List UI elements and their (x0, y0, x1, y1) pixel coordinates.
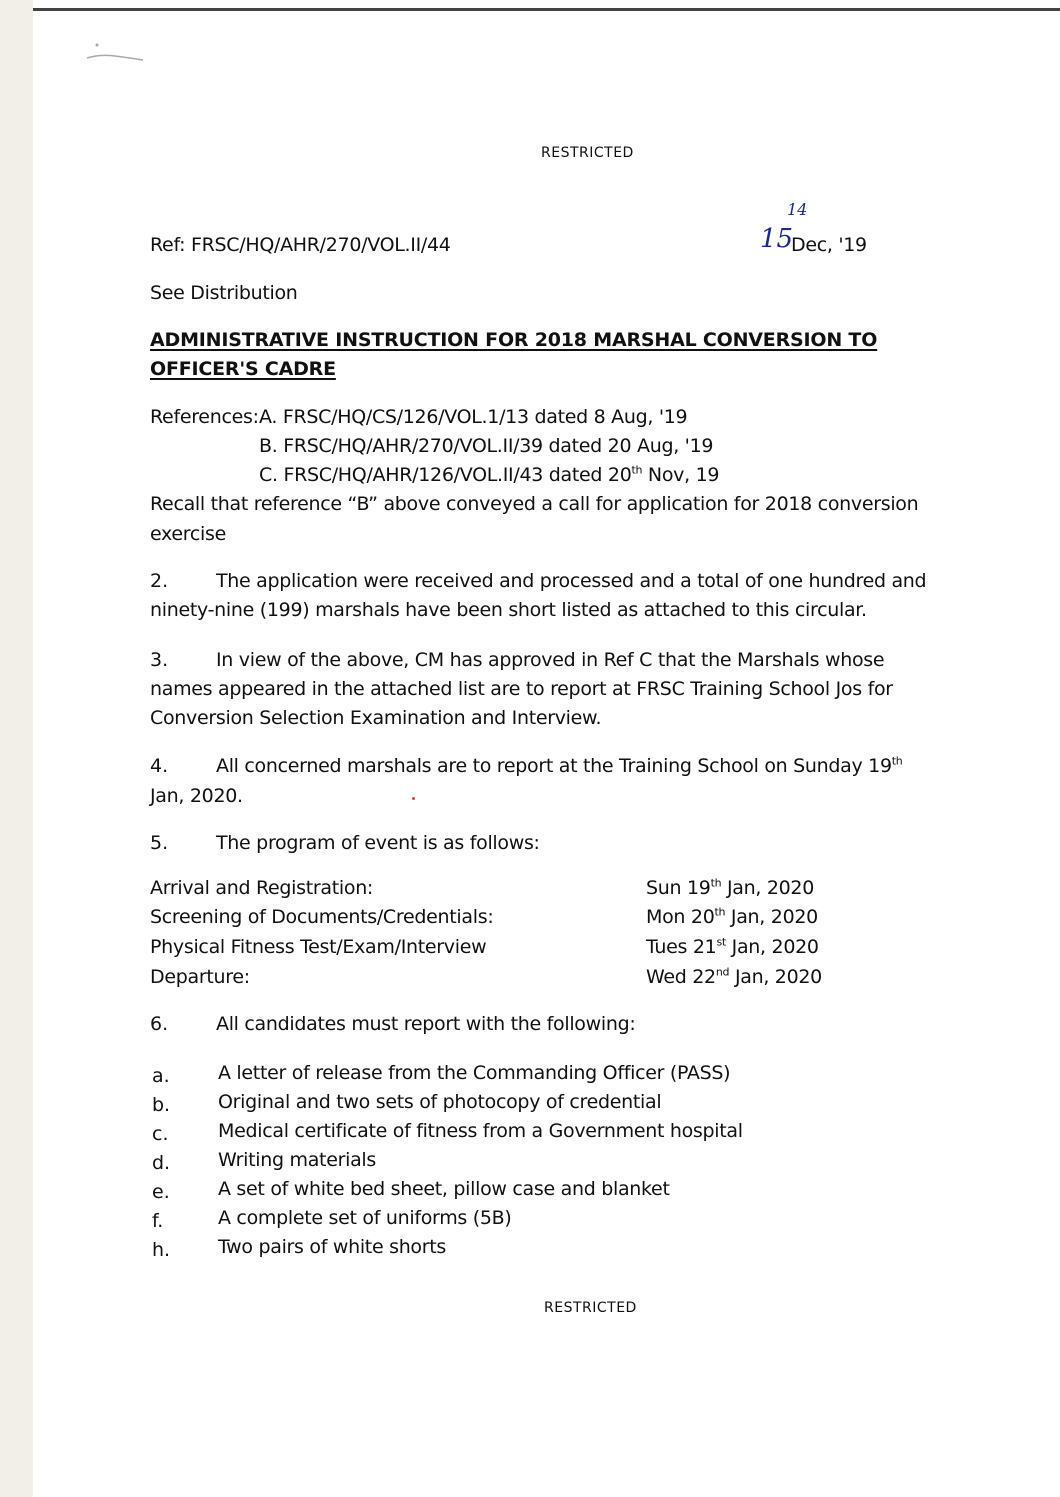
program-event: Physical Fitness Test/Exam/Interview (150, 936, 487, 958)
list-item-letter: c. (152, 1123, 169, 1145)
paragraph-6-number: 6. (150, 1013, 169, 1035)
list-item-letter: e. (152, 1181, 170, 1203)
scan-edge (0, 0, 33, 1497)
paragraph-5-line-1: The program of event is as follows: (216, 832, 540, 854)
addressee: See Distribution (150, 282, 298, 304)
list-item: Two pairs of white shorts (218, 1236, 447, 1258)
list-item-letter: d. (152, 1152, 171, 1174)
title-line-2: OFFICER'S CADRE (150, 358, 336, 380)
scan-speck (412, 797, 415, 800)
paragraph-2-line-1: The application were received and processed and a total of one hundred and (216, 570, 927, 592)
scan-top-edge (33, 8, 1060, 11)
paragraph-4-number: 4. (150, 755, 169, 777)
paragraph-2-number: 2. (150, 570, 169, 592)
program-event: Arrival and Registration: (150, 877, 374, 899)
intro-line-1: Recall that reference “B” above conveyed a call for application for 2018 conversion (150, 493, 919, 515)
program-event: Departure: (150, 966, 250, 988)
list-item: Writing materials (218, 1149, 376, 1171)
list-item-letter: f. (152, 1210, 164, 1232)
program-event: Screening of Documents/Credentials: (150, 906, 494, 928)
intro-line-2: exercise (150, 523, 227, 545)
list-item-letter: b. (152, 1094, 171, 1116)
list-item: A letter of release from the Commanding Officer (PASS) (218, 1062, 731, 1084)
paragraph-6-line-1: All candidates must report with the following: (216, 1013, 636, 1035)
handwritten-date-correction: 14 (787, 200, 808, 219)
paragraph-4-line-2: Jan, 2020. (150, 785, 243, 807)
reference-b: B. FRSC/HQ/AHR/270/VOL.II/39 dated 20 Aug, '19 (259, 435, 714, 457)
references-label: References: (150, 406, 259, 428)
paragraph-3-line-2: names appeared in the attached list are to report at FRSC Training School Jos for (150, 678, 893, 700)
title-line-1: ADMINISTRATIVE INSTRUCTION FOR 2018 MARSHAL CONVERSION TO (150, 329, 878, 351)
list-item: Medical certificate of fitness from a Government hospital (218, 1120, 743, 1142)
scan-smudge (85, 40, 155, 64)
program-date: Sun 19th Jan, 2020 (646, 876, 815, 899)
paragraph-2-line-2: ninety-nine (199) marshals have been short listed as attached to this circular. (150, 599, 867, 621)
program-date: Wed 22nd Jan, 2020 (646, 965, 822, 988)
list-item: Original and two sets of photocopy of credential (218, 1091, 662, 1113)
paragraph-3-number: 3. (150, 649, 169, 671)
list-item: A complete set of uniforms (5B) (218, 1207, 512, 1229)
paragraph-3-line-3: Conversion Selection Examination and Interview. (150, 707, 602, 729)
footer-classification: RESTRICTED (544, 1300, 637, 1316)
paragraph-5-number: 5. (150, 832, 169, 854)
program-date: Tues 21st Jan, 2020 (646, 935, 819, 958)
header-classification: RESTRICTED (541, 145, 634, 161)
list-item-letter: h. (152, 1239, 171, 1261)
list-item-letter: a. (152, 1065, 170, 1087)
paragraph-3-line-1: In view of the above, CM has approved in Ref C that the Marshals whose (216, 649, 885, 671)
reference-number: Ref: FRSC/HQ/AHR/270/VOL.II/44 (150, 234, 451, 256)
reference-c: C. FRSC/HQ/AHR/126/VOL.II/43 dated 20th Nov, 19 (259, 463, 720, 486)
list-item: A set of white bed sheet, pillow case and blanket (218, 1178, 670, 1200)
program-date: Mon 20th Jan, 2020 (646, 905, 818, 928)
paragraph-4-line-1: All concerned marshals are to report at the Training School on Sunday 19th (216, 754, 903, 777)
date-suffix: Dec, '19 (791, 234, 867, 256)
handwritten-date-struck: 15 (760, 224, 794, 254)
reference-a: A. FRSC/HQ/CS/126/VOL.1/13 dated 8 Aug, '19 (259, 406, 688, 428)
